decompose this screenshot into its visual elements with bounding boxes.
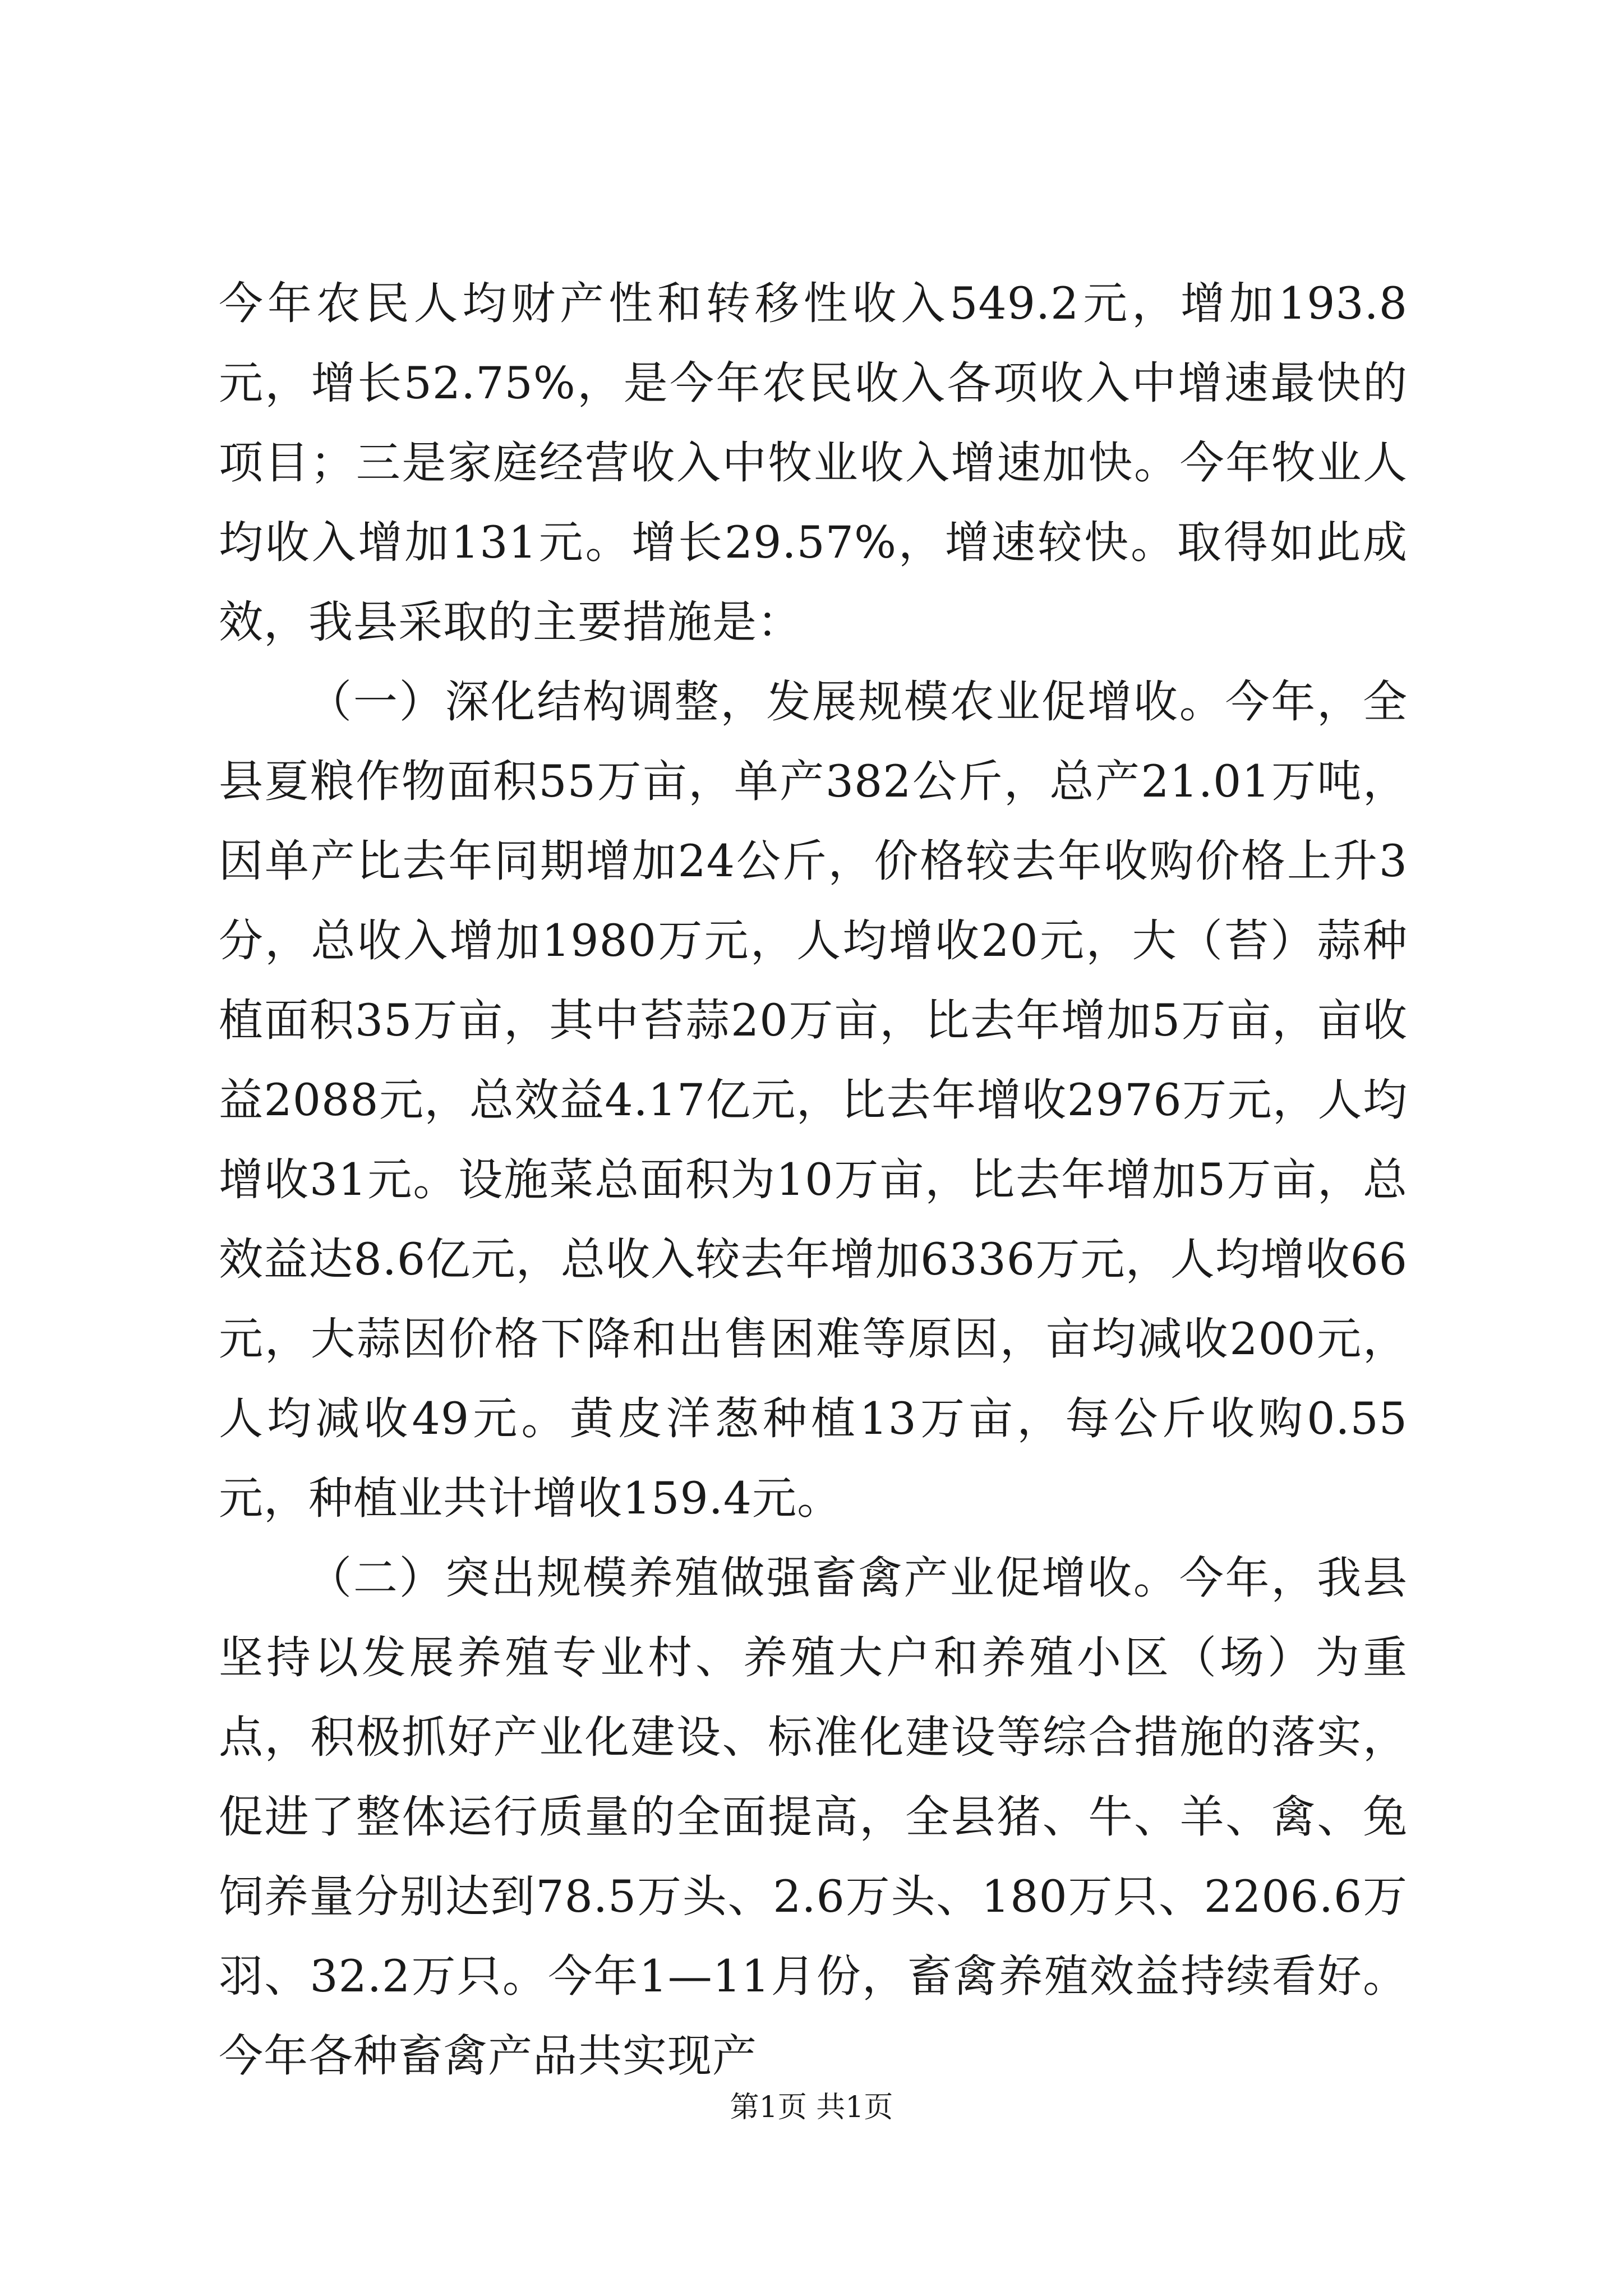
page-number-footer: 第1页 共1页 bbox=[730, 2091, 893, 2124]
paragraph-agriculture-structure: （一）深化结构调整，发展规模农业促增收。今年，全县夏粮作物面积55万亩，单产382公斤，总产21.01万吨，因单产比去年同期增加24公斤，价格较去年收购价格上升3分，总收入增加1980万元，人均增收20元，大（苔）蒜种植面积35万亩，其中苔蒜20万亩，比去年增加5万亩，亩收益2088元，总效益4.17亿元，比去年增收2976万元，人均增收31元。设施菜总面积为10万亩，比去年增加5万亩，总效益达8.6亿元，总收入较去年增加6336万元，人均增收66元，大蒜因价格下降和出售困难等原因，亩均减收200元，人均减收49元。黄皮洋葱种植13万亩，每公斤收购0.55元，种植业共计增收159.4元。 bbox=[219, 676, 1408, 1524]
document-body bbox=[219, 264, 1408, 2096]
paragraph-livestock-breeding: （二）突出规模养殖做强畜禽产业促增收。今年，我县坚持以发展养殖专业村、养殖大户和养殖小区（场）为重点，积极抓好产业化建设、标准化建设等综合措施的落实，促进了整体运行质量的全面提高，全县猪、牛、羊、禽、兔饲养量分别达到78.5万头、2.6万头、180万只、2206.6万羽、32.2万只。今年1—11月份，畜禽养殖效益持续看好。今年各种畜禽产品共实现产 bbox=[219, 1552, 1408, 2082]
paragraph-income-summary: 今年农民人均财产性和转移性收入549.2元，增加193.8元，增长52.75%，是今年农民收入各项收入中增速最快的项目；三是家庭经营收入中牧业收入增速加快。今年牧业人均收入增加131元。增长29.57%，增速较快。取得如此成效，我县采取的主要措施是： bbox=[219, 278, 1408, 648]
